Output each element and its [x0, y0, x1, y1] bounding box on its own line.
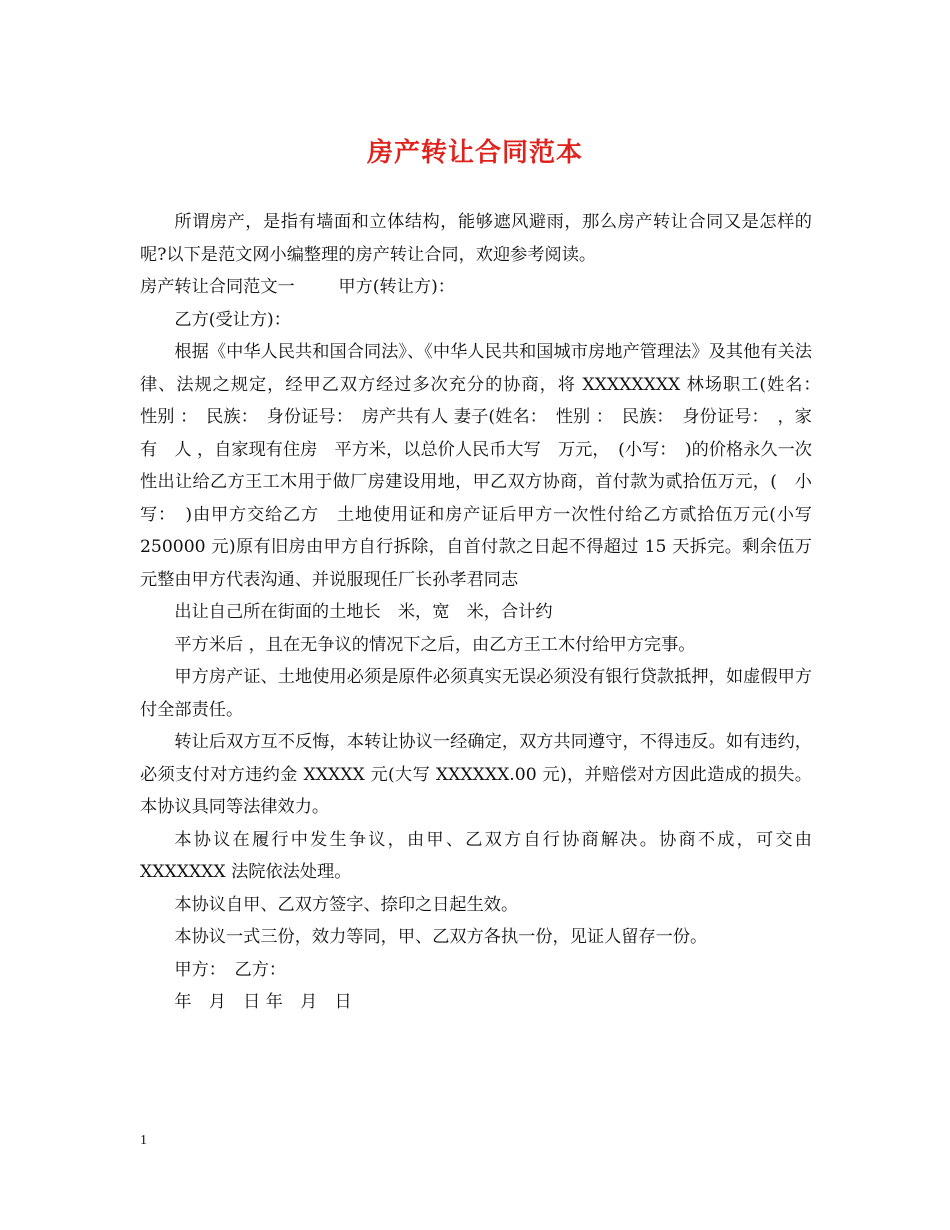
section-heading: 房产转让合同范文一	[140, 277, 295, 297]
intro-paragraph: 所谓房产，是指有墙面和立体结构，能够遮风避雨，那么房产转让合同又是怎样的呢?以下是范文网小编整理的房产转让合同，欢迎参考阅读。	[140, 212, 812, 265]
section-heading-row	[140, 271, 812, 304]
paragraph-payment-complete: 平方米后 ，且在无争议的情况下之后，由乙方王工木付给甲方完事。	[174, 634, 696, 655]
paragraph-terms: 根据《中华人民共和国合同法》、《中华人民共和国城市房地产管理法》及其他有关法律、法规之规定，经甲乙双方经过多次充分的协商，将 XXXXXXXX 林场职工(姓名： 性别 ： 民族： 身份证号： 房产共有人 妻子(姓名： 性别 ： 民族： 身份证号： ，家有 人 ，自家现有住房 平方米，以总价人民币大写 万元， (小写： )的价格永久一次性出让给乙方王工木用于做厂房建设用地，甲乙双方协商，首付款为贰拾伍万元，( 小写： )由甲方交给乙方 土地使用证和房产证后甲方一次性付给乙方贰拾伍万元(小写 250000 元)原有旧房由甲方自行拆除，自首付款之日起不得超过 15 天拆完。剩余伍万元整由甲方代表沟通、并说服现任厂长孙孝君同志	[140, 342, 830, 590]
party-a-label: 甲方(转让方)：	[338, 277, 455, 297]
document-body	[140, 206, 830, 1019]
paragraph-certificates: 甲方房产证、土地使用必须是原件必须真实无误必须没有银行贷款抵押，如虚假甲方付全部责任。	[140, 667, 812, 720]
date-line: 年 月 日 年 月 日	[174, 992, 352, 1012]
party-b-label: 乙方(受让方)：	[174, 309, 291, 330]
paragraph-effective: 本协议自甲、乙双方签字、捺印之日起生效。	[174, 894, 519, 915]
paragraph-disputes: 本协议在履行中发生争议，由甲、乙双方自行协商解决。协商不成，可交由 XXXXXXX 法院依法处理。	[140, 829, 812, 882]
signature-line: 甲方： 乙方：	[174, 959, 287, 980]
page-number: 1	[140, 1133, 147, 1148]
paragraph-breach: 转让后双方互不反悔，本转让协议一经确定，双方共同遵守，不得违反。如有违约，必须支付对方违约金 XXXXX 元(大写 XXXXXX.00 元)，并赔偿对方因此造成的损失。本协议具同等法律效力。	[140, 732, 812, 817]
document-title: 房产转让合同范本	[366, 138, 583, 168]
paragraph-copies: 本协议一式三份，效力等同，甲、乙双方各执一份，见证人留存一份。	[174, 927, 708, 947]
paragraph-land-size: 出让自己所在街面的土地长 米，宽 米，合计约	[174, 602, 553, 622]
